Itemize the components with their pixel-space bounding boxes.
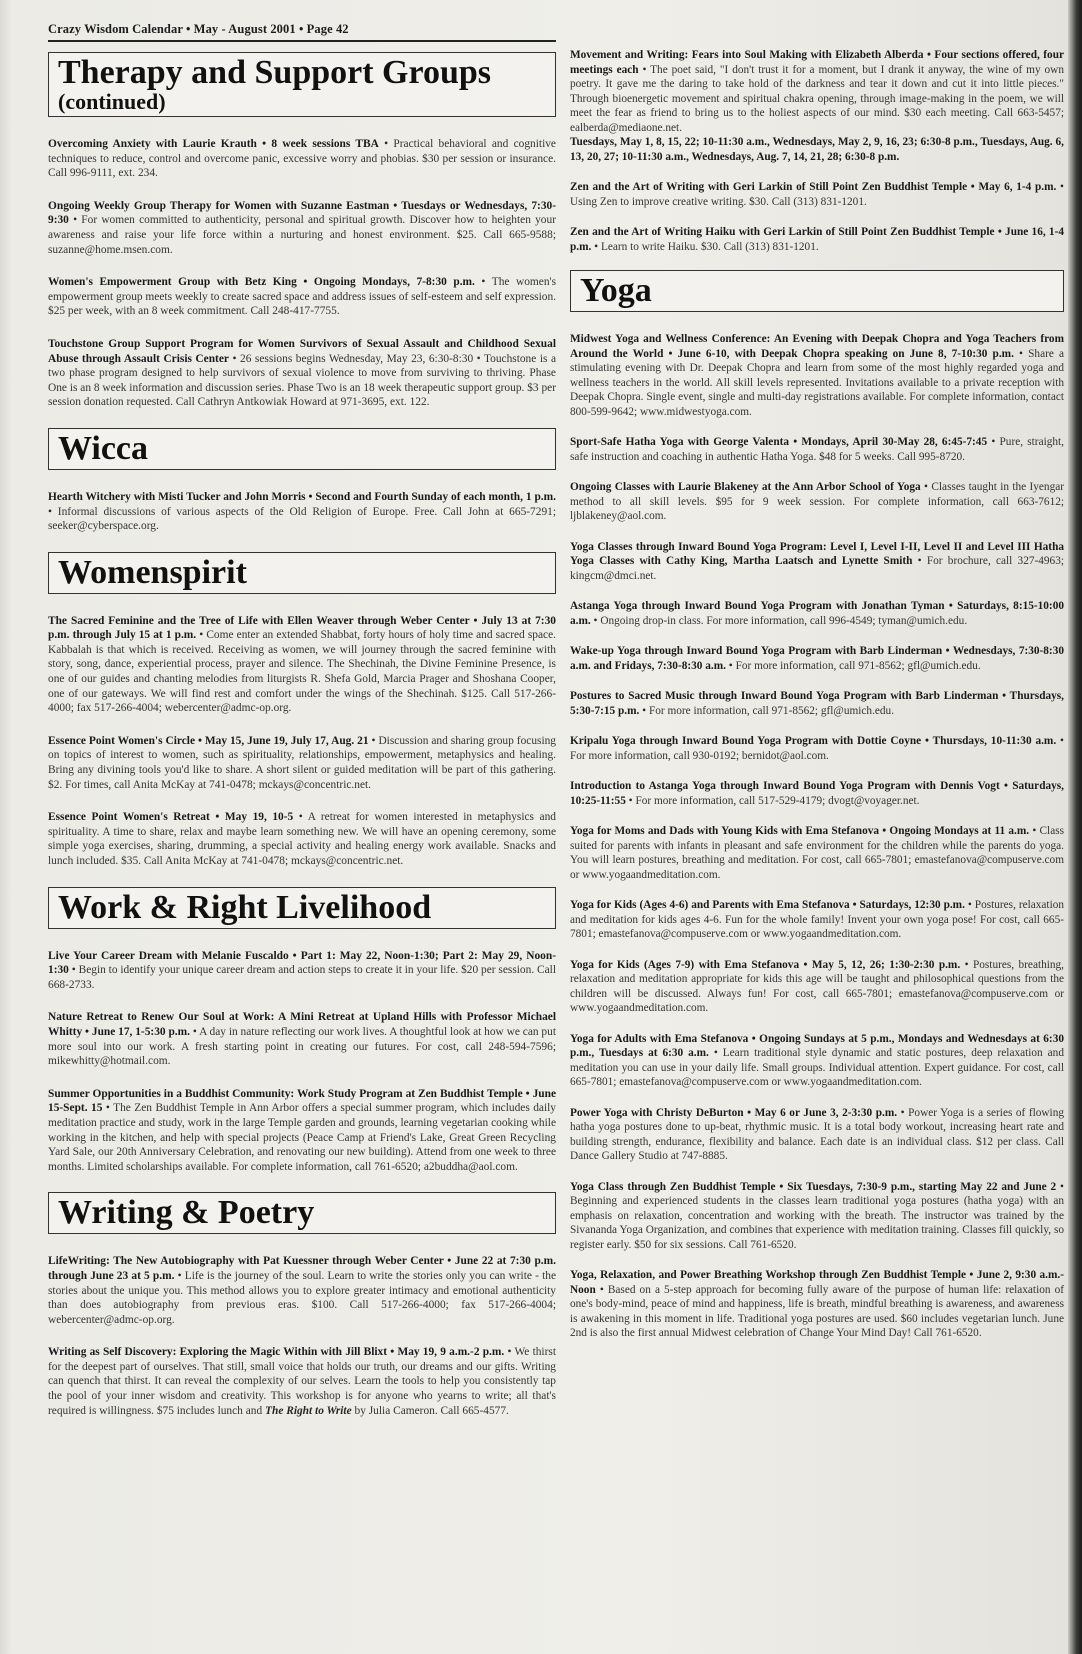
entry-heading: Overcoming Anxiety with Laurie Krauth • 8 week sessions TBA [48,138,379,150]
entry-body: For more information, call 517-529-4179; dvogt@voyager.net. [635,794,920,807]
entry-body: 26 sessions begins Wednesday, May 23, 6:30-8:30 • Touchstone is a two phase program designed to help survivors of sexual violence to move from surviving to thriving. Phase One is an 8 week information and discussion series. Phase Two is an 18 week therapeutic support group. $3 per session donation requested. Call Cathryn Antkowiak Howard at 971-3695, ext. 122. [48,352,557,409]
page-header: Crazy Wisdom Calendar • May - August 2001 • Page 42 [48,22,349,36]
entry-heading: Yoga for Adults with Ema Stefanova • Ongoing Sundays at 5 p.m., Mondays and Wednesdays at 6:30 p.m., Tuesdays at 6:30 a.m. [570,1032,1064,1059]
entry-heading: Ongoing Weekly Group Therapy for Women with Suzanne Eastman • Tuesdays or Wednesdays, 7:30-9:30 [48,199,556,227]
list-item: Touchstone Group Support Program for Women Survivors of Sexual Assault and Childhood Sexual Abuse through Assault Crisis Center • 26 sessions begins Wednesday, May 23, 6:30-8:30 • Touchstone is a two phase program designed to help survivors of sexual violence to move from surviving to thriving. Phase One is an 8 week information and discussion series. Phase Two is an 18 week therapeutic support group. $3 per session donation requested. Call Cathryn Antkowiak Howard at 971-3695, ext. 122. [48,337,557,409]
entry-heading: Astanga Yoga through Inward Bound Yoga Program with Jonathan Tyman • Saturdays, 8:15-10:00 a.m. [570,600,1064,627]
entry-heading: Yoga for Moms and Dads with Young Kids with Ema Stefanova • Ongoing Mondays at 11 a.m. [570,825,1030,837]
entry-heading: Kripalu Yoga through Inward Bound Yoga Program with Dottie Coyne • Thursdays, 10-11:30 a.m. [570,735,1057,747]
section-title: Wicca [58,429,149,467]
entry-body: Discussion and sharing group focusing on topics of interest to women, such as spirituality, relationships, empowerment, metaphysics and healing. Bring any divining tools you'd like to share. A short silent or guided meditation will be part of this gathering. $2. For times, call Anita McKay at 741-0478; mckays@concentric.net. [48,734,556,791]
list-item: Yoga, Relaxation, and Power Breathing Workshop through Zen Buddhist Temple • June 2, 9:30 a.m.-Noon • Based on a 5-step approach for becoming fully aware of the purpose of human life: relaxation of one's body-mind, peace of mind and happiness, life is breath, mindful breathing is awareness, and awareness is awakening in this moment in life. Traditional yoga postures are used. $60 includes vegetarian lunch. June 2nd is also the first annual Midwest celebration of Change Your Mind Day! Call 761-6520. [570,1269,1064,1339]
list-item: Zen and the Art of Writing with Geri Larkin of Still Point Zen Buddhist Temple • May 6, 1-4 p.m. • Using Zen to improve creative writing. $30. Call (313) 831-1201. [570,181,1064,208]
entry-body: Postures, breathing, relaxation and meditation appropriate for kids this age will be taught and philosophical questions from the children will be discussed. Always fun! For cost, call 665-7801; emastefanova@compuserve.com or www.yogaandmeditation.com. [570,958,1065,1014]
entry-heading: Postures to Sacred Music through Inward Bound Yoga Program with Barb Linderman • Thursdays, 5:30-7:15 p.m. [570,690,1064,717]
entry-heading: Movement and Writing: Fears into Soul Making with Elizabeth Alberda • Four sections offered, four meetings each [570,49,1064,76]
list-item: The Sacred Feminine and the Tree of Life with Ellen Weaver through Weber Center • July 13 at 7:30 p.m. through July 15 at 1 p.m. • Come enter an extended Shabbat, forty hours of holy time and sacred space. Kabbalah is that which is received. Receiving as women, we will journey through the sacred feminine with story, song, dance, experiential process, prayer and silence. The Shechinah, the Divine Feminine Presence, is one of our guides and chanting melodies from liturgists R. Shefa Gold, Marcia Prager and Shoshana Cooper, one of our gateways. We will find rest and comfort under the wings of the Shechinah. $125. Call 517-266-4000; fax 517-266-4004; webercenter@admc-op.org. [48,614,556,715]
section-work [48,887,556,929]
entry-schedule: Tuesdays, May 1, 8, 15, 22; 10-11:30 a.m., Wednesdays, May 2, 9, 16, 23; 6:30-8 p.m., Tuesdays, Aug. 6, 13, 20, 27; 10-11:30 a.m., Wednesdays, Aug. 7, 14, 21, 28; 6:30-8 p.m. [570,136,1064,163]
entry-body: Beginning and experienced students in the classes learn traditional yoga postures (hatha yoga) with an emphasis on relaxation, concentration and working with the breath. The instructor was trained by the Sivananda Yoga Organization, and combines that experience with meditation training. Classes fill quickly, so register early. $50 for six sessions. Call 761-6520. [570,1195,1064,1251]
list-item: Yoga Classes through Inward Bound Yoga Program: Level I, Level I-II, Level II and Level III Hatha Yoga Classes with Cathy King, Martha Laatsch and Lynette Smith • For brochure, call 327-4963; kingcm@dmci.net. [570,540,1064,582]
entry-heading: Zen and the Art of Writing Haiku with Geri Larkin of Still Point Zen Buddhist Temple • June 16, 1-4 p.m. [570,226,1064,253]
entry-heading: Midwest Yoga and Wellness Conference: An Evening with Deepak Chopra and Yoga Teachers from Around the World • June 6-10, with Deepak Chopra speaking on June 8, 7-10:30 p.m. [570,333,1064,360]
list-item: Power Yoga with Christy DeBurton • May 6 or June 3, 2-3:30 p.m. • Power Yoga is a series of flowing hatha yoga postures done to up-beat, rhythmic music. It is a total body workout, increasing heart rate and building strength, endurance, flexibility and balance. Each date is an individual class. $12 per class. Call Dance Gallery Studio at 747-8885. [570,1106,1064,1162]
entry-body: Based on a 5-step approach for becoming fully aware of the purpose of human life: relaxation of one's body-mind, peace of mind and happiness, life is breath, mindful breathing is awareness, and awareness is awakening in this moment in life. Traditional yoga postures are used. $60 includes vegetarian lunch. June 2nd is also the first annual Midwest celebration of Change Your Mind Day! Call 761-6520. [570,1283,1064,1339]
entry-heading: Sport-Safe Hatha Yoga with George Valenta • Mondays, April 30-May 28, 6:45-7:45 [570,436,988,448]
list-item: Zen and the Art of Writing Haiku with Geri Larkin of Still Point Zen Buddhist Temple • June 16, 1-4 p.m. • Learn to write Haiku. $30. Call (313) 831-1201. [570,226,1064,253]
entry-body: Come enter an extended Shabbat, forty hours of holy time and sacred space. Kabbalah is that which is received. Receiving as women, we will journey through the sacred feminine with story, song, dance, experiential process, prayer and silence. The Shechinah, the Divine Feminine Presence, is one of our guides and chanting melodies from liturgists R. Shefa Gold, Marcia Prager and Shoshana Cooper, one of our gateways. We will find rest and comfort under the wings of the Shechinah. $125. Call 517-266-4000; fax 517-266-4004; webercenter@admc-op.org. [48,629,556,715]
section-title: Writing & Poetry [58,1194,315,1232]
entry-heading: Power Yoga with Christy DeBurton • May 6 or June 3, 2-3:30 p.m. [570,1106,898,1119]
entry-body: For more information, call 971-8562; gfl@umich.edu. [735,659,981,672]
entry-body: The poet said, "I don't trust it for a moment, but I drank it anyway, the wine of my own poetry. It gave me the daring to take hold of the darkness and tear it down and cut it into little pieces." Through bioenergetic movement and spiritual chakra opening, through image-making in the poem, we will meet the fear as friend to bring us to the holiest aspects of our mind. $30 each meeting. Call 663-5457; ealberda@mediaone.net. [570,63,1064,134]
list-item: Ongoing Classes with Laurie Blakeney at the Ann Arbor School of Yoga • Classes taught in the Iyengar method to all skill levels. $95 for 9 week session. For complete information, call 663-7612; ljblakeney@aol.com. [570,481,1064,522]
entry-heading: Touchstone Group Support Program for Women Survivors of Sexual Assault and Childhood Sexual Abuse through Assault Crisis Center [48,337,556,365]
entry-heading: Nature Retreat to Renew Our Soul at Work: A Mini Retreat at Upland Hills with Professor Michael Whitty • June 17, 1-5:30 p.m. [48,1011,556,1038]
entry-heading: Wake-up Yoga through Inward Bound Yoga Program with Barb Linderman • Wednesdays, 7:30-8:30 a.m. and Fridays, 7:30-8:30 a.m. [570,645,1064,672]
section-womenspirit [48,552,556,594]
entry-body: The Zen Buddhist Temple in Ann Arbor offers a special summer program, which includes daily meditation practice and study, work in the large Temple garden and grounds, learning vegetarian cooking while working in the kitchen, and help with special projects (Peace Camp at Friend's Lake, Great Green Recycling Yard Sale, our 20th Anniversary Celebration, and renovating our new building). Attend from one week to three months. Limited scholarships available. For complete information, call 761-6520; a2buddha@aol.com. [48,1102,556,1173]
entry-heading: Writing as Self Discovery: Exploring the Magic Within with Jill Blixt • May 19, 9 a.m.-2 p.m. [48,1346,505,1359]
entry-heading: Yoga Class through Zen Buddhist Temple • Six Tuesdays, 7:30-9 p.m., starting May 22 and June 2 [570,1180,1057,1193]
entry-body: Using Zen to improve creative writing. $30. Call (313) 831-1201. [570,195,867,208]
entry-heading: Essence Point Women's Retreat • May 19, 10-5 [48,811,294,824]
entry-body: Share a stimulating evening with Dr. Deepak Chopra and learn from some of the most highly regarded yoga and wellness teachers in the world. All skill levels represented. Invitations available to a private reception with Deepak Chopra. Single event, single and multi-day registrations available. For complete information, contact 800-599-9642; www.midwestyoga.com. [570,347,1065,418]
entry-heading: Yoga Classes through Inward Bound Yoga Program: Level I, Level I-II, Level II and Level III Hatha Yoga Classes with Cathy King, Martha Laatsch and Lynette Smith [570,540,1064,567]
list-item: Ongoing Weekly Group Therapy for Women with Suzanne Eastman • Tuesdays or Wednesdays, 7:30-9:30 • For women committed to authenticity, personal and spiritual growth. Discover how to heighten your awareness and raise your life force within a nurturing and honest environment. $25. Call 665-9588; suzanne@home.msen.com. [48,199,556,256]
entry-body: Learn traditional style dynamic and static postures, deep relaxation and meditation you can use in your daily life. Small groups. Individual attention. Expert guidance. For cost, call 665-7801; emastefanova@compuserve.com or www.yogaandmeditation.com. [570,1047,1064,1088]
list-item: Introduction to Astanga Yoga through Inward Bound Yoga Program with Dennis Vogt • Saturdays, 10:25-11:55 • For more information, call 517-529-4179; dvogt@voyager.net. [570,780,1064,807]
list-item: Sport-Safe Hatha Yoga with George Valenta • Mondays, April 30-May 28, 6:45-7:45 • Pure, straight, safe instruction and coaching in authentic Hatha Yoga. $48 for 5 weeks. Call 995-8720. [570,436,1064,463]
list-item: Yoga for Kids (Ages 7-9) with Ema Stefanova • May 5, 12, 26; 1:30-2:30 p.m. • Postures, breathing, relaxation and meditation appropriate for kids this age will be taught and philosophical questions from the children will be discussed. Always fun! For cost, call 665-7801; emastefanova@compuserve.com or www.yogaandmeditation.com. [570,958,1065,1014]
entry-body: Class suited for parents with infants in pleasant and safe environment for the children while the parents do yoga. You will learn postures, breathing and meditation. For cost, call 665-7801; emastefanova@compuserve.com or www.yogaandmeditation.com. [570,825,1064,881]
list-item: Yoga Class through Zen Buddhist Temple • Six Tuesdays, 7:30-9 p.m., starting May 22 and June 2 • Beginning and experienced students in the classes learn traditional yoga postures (hatha yoga) with an emphasis on relaxation, concentration and working with the breath. The instructor was trained by the Sivananda Yoga Organization, and combines that experience with meditation training. Classes fill quickly, so register early. $50 for six sessions. Call 761-6520. [570,1180,1064,1251]
list-item: Movement and Writing: Fears into Soul Making with Elizabeth Alberda • Four sections offered, four meetings each • The poet said, "I don't trust it for a moment, but I drank it anyway, the wine of my own poetry. It gave me the daring to take hold of the darkness and tear it down and cut it into little pieces." Through bioenergetic movement and spiritual chakra opening, through image-making in the poem, we will meet the fear as friend to bring us to the holiest aspects of our mind. $30 each meeting. Call 663-5457; ealberda@mediaone.net. Tuesdays, May 1, 8, 15, 22; 10-11:30 a.m., Wednesdays, May 2, 9, 16, 23; 6:30-8 p.m., Tuesdays, Aug. 6, 13, 20, 27; 10-11:30 a.m., Wednesdays, Aug. 7, 14, 21, 28; 6:30-8 p.m. [570,49,1064,163]
list-item: LifeWriting: The New Autobiography with Pat Kuessner through Weber Center • June 22 at 7:30 p.m. through June 23 at 5 p.m. • Life is the journey of the soul. Learn to write the stories only you can write - the stories about the unique you. This method allows you to explore greater intimacy and emotional authenticity than does autobiography from previous eras. $100. Call 517-266-4000; fax 517-266-4004; webercenter@admc-op.org. [48,1255,556,1326]
entry-body-tail: by Julia Cameron. Call 665-4577. [354,1404,509,1417]
entry-body: For women committed to authenticity, personal and spiritual growth. Discover how to heighten your awareness and raise your life force within a nurturing and honest environment. $25. Call 665-9588; suzanne@home.msen.com. [48,214,556,256]
entry-body: We thirst for the deepest part of ourselves. That still, small voice that holds our truth, our dreams and our gifts. Writing can quench that thirst. It can reveal the complexity of our selves. Learn the tools to help you consistently tap the pool of your inner wisdom and creativity. This workshop is for anyone who yearns to write; all that's required is willingness. $75 includes lunch and [48,1346,556,1417]
entry-body: A day in nature reflecting our work lives. A thoughtful look at how we can put more soul into our work. A fresh starting point in creating our futures. For cost, call 248-594-7596; mikewhitty@hotmail.com. [48,1025,556,1068]
entry-body: For more information, call 971-8562; gfl@umich.edu. [648,704,895,717]
list-item: Essence Point Women's Retreat • May 19, 10-5 • A retreat for women interested in metaphysics and spirituality. A time to share, relax and maybe learn something new. We will have an opening ceremony, some simple yoga exercises, sharing, drumming, a special activity and healing energy work available. Snacks and lunch included. $35. Call Anita McKay at 741-0478; mckays@concentric.net. [48,811,556,867]
right-column [570,48,1064,1357]
list-item: Women's Empowerment Group with Betz King • Ongoing Mondays, 7-8:30 p.m. • The women's empowerment group meets weekly to create sacred space and address issues of self-esteem and self expression. $25 per week, with an 8 week commitment. Call 248-417-7755. [48,276,557,318]
list-item: Yoga for Kids (Ages 4-6) and Parents with Ema Stefanova • Saturdays, 12:30 p.m. • Postures, relaxation and meditation for kids ages 4-6. Fun for the whole family! Invent your own yoga pose! For cost, call 665-7801; emastefanova@compuserve.com or www.yogaandmeditation.com. [570,899,1065,940]
list-item: Yoga for Moms and Dads with Young Kids with Ema Stefanova • Ongoing Mondays at 11 a.m. • Class suited for parents with infants in pleasant and safe environment for the children while the parents do yoga. You will learn postures, breathing and meditation. For cost, call 665-7801; emastefanova@compuserve.com or www.yogaandmeditation.com. [570,825,1064,881]
list-item: Overcoming Anxiety with Laurie Krauth • 8 week sessions TBA • Practical behavioral and cognitive techniques to reduce, control and overcome panic, excessive worry and phobias. $30 per session or insurance. Call 996-9111, ext. 234. [48,138,556,180]
entry-body: Life is the journey of the soul. Learn to write the stories only you can write - the stories about the unique you. This method allows you to explore greater intimacy and emotional authenticity than does autobiography from previous eras. $100. Call 517-266-4000; fax 517-266-4004; webercenter@admc-op.org. [48,1269,556,1326]
entry-body: Begin to identify your unique career dream and action steps to create it in your life. $20 per session. Call 668-2733. [48,964,556,991]
section-title: Therapy and Support Groups [58,54,492,91]
list-item: Yoga for Adults with Ema Stefanova • Ongoing Sundays at 5 p.m., Mondays and Wednesdays at 6:30 p.m., Tuesdays at 6:30 a.m. • Learn traditional style dynamic and static postures, deep relaxation and meditation you can use in your daily life. Small groups. Individual attention. Expert guidance. For cost, call 665-7801; emastefanova@compuserve.com or www.yogaandmeditation.com. [570,1032,1064,1088]
entry-heading: Yoga for Kids (Ages 4-6) and Parents with Ema Stefanova • Saturdays, 12:30 p.m. [570,899,965,911]
section-yoga [570,270,1064,312]
entry-heading: Live Your Career Dream with Melanie Fuscaldo • Part 1: May 22, Noon-1:30; Part 2: May 29, Noon-1:30 [48,949,556,977]
entry-body: Ongoing drop-in class. For more information, call 996-4549; tyman@umich.edu. [600,614,968,627]
section-writing [48,1192,556,1234]
list-item: Hearth Witchery with Misti Tucker and John Morris • Second and Fourth Sunday of each month, 1 p.m. • Informal discussions of various aspects of the Old Religion of Europe. Free. Call John at 665-7291; seeker@cyberspace.org. [48,490,556,533]
entry-body: Informal discussions of various aspects of the Old Religion of Europe. Free. Call John at 665-7291; seeker@cyberspace.org. [48,505,556,533]
entry-body: The women's empowerment group meets weekly to create sacred space and address issues of self-esteem and self expression. $25 per week, with an 8 week commitment. Call 248-417-7755. [48,276,557,318]
section-therapy [48,52,556,117]
entry-heading: Summer Opportunities in a Buddhist Community: Work Study Program at Zen Buddhist Temple • June 15-Sept. 15 [48,1087,556,1115]
list-item: Kripalu Yoga through Inward Bound Yoga Program with Dottie Coyne • Thursdays, 10-11:30 a.m. • For more information, call 930-0192; bernidot@aol.com. [570,735,1064,762]
entry-heading: Essence Point Women's Circle • May 15, June 19, July 17, Aug. 21 [48,734,369,747]
list-item: Postures to Sacred Music through Inward Bound Yoga Program with Barb Linderman • Thursdays, 5:30-7:15 p.m. • For more information, call 971-8562; gfl@umich.edu. [570,690,1064,717]
book-title: The Right to Write [265,1404,352,1417]
page-edge-shadow [1068,0,1082,1654]
entry-body: A retreat for women interested in metaphysics and spirituality. A time to share, relax and maybe learn something new. We will have an opening ceremony, some simple yoga exercises, sharing, drumming, a special activity and healing energy work available. Snacks and lunch included. $35. Call Anita McKay at 741-0478; mckays@concentric.net. [48,811,556,867]
entry-heading: Women's Empowerment Group with Betz King • Ongoing Mondays, 7-8:30 p.m. [48,276,475,289]
section-subtitle: (continued) [58,89,166,114]
entry-body: For more information, call 930-0192; bernidot@aol.com. [570,749,829,762]
section-title: Work & Right Livelihood [58,888,432,926]
entry-heading: Zen and the Art of Writing with Geri Larkin of Still Point Zen Buddhist Temple • May 6, 1-4 p.m. [570,181,1057,193]
entry-body: Power Yoga is a series of flowing hatha yoga postures done to up-beat, rhythmic music. It is a total body workout, increasing heart rate and building strength, endurance, flexibility and balance. Each date is an individual class. $12 per class. Call Dance Gallery Studio at 747-8885. [570,1106,1064,1162]
entry-body: Learn to write Haiku. $30. Call (313) 831-1201. [600,240,819,253]
section-title: Yoga [580,272,652,309]
list-item: Essence Point Women's Circle • May 15, June 19, July 17, Aug. 21 • Discussion and sharing group focusing on topics of interest to women, such as spirituality, relationships, empowerment, metaphysics and healing. Bring any divining tools you'd like to share. A short silent or guided meditation will be part of this gathering. $2. For times, call Anita McKay at 741-0478; mckays@concentric.net. [48,734,556,791]
list-item: Astanga Yoga through Inward Bound Yoga Program with Jonathan Tyman • Saturdays, 8:15-10:00 a.m. • Ongoing drop-in class. For more information, call 996-4549; tyman@umich.edu. [570,600,1064,627]
section-wicca [48,428,556,470]
list-item: Wake-up Yoga through Inward Bound Yoga Program with Barb Linderman • Wednesdays, 7:30-8:30 a.m. and Fridays, 7:30-8:30 a.m. • For more information, call 971-8562; gfl@umich.edu. [570,645,1064,672]
entry-heading: Yoga, Relaxation, and Power Breathing Workshop through Zen Buddhist Temple • June 2, 9:30 a.m.-Noon [570,1269,1064,1296]
entry-body: Practical behavioral and cognitive techniques to reduce, control and overcome panic, excessive worry and phobias. $30 per session or insurance. Call 996-9111, ext. 234. [48,138,556,180]
list-item: Midwest Yoga and Wellness Conference: An Evening with Deepak Chopra and Yoga Teachers from Around the World • June 6-10, with Deepak Chopra speaking on June 8, 7-10:30 p.m. • Share a stimulating evening with Dr. Deepak Chopra and learn from some of the most highly regarded yoga and wellness teachers in the world. All skill levels represented. Invitations available to a private reception with Deepak Chopra. Single event, single and multi-day registrations available. For complete information, contact 800-599-9642; www.midwestyoga.com. [570,333,1065,418]
entry-body: For brochure, call 327-4963; kingcm@dmci.net. [570,555,1064,582]
list-item: Summer Opportunities in a Buddhist Community: Work Study Program at Zen Buddhist Temple • June 15-Sept. 15 • The Zen Buddhist Temple in Ann Arbor offers a special summer program, which includes daily meditation practice and study, work in the large Temple garden and grounds, learning vegetarian cooking while working in the kitchen, and help with special projects (Peace Camp at Friend's Lake, Great Green Recycling Yard Sale, our 20th Anniversary Celebration, and renovating our new building). Attend from one week to three months. Limited scholarships available. For complete information, call 761-6520; a2buddha@aol.com. [48,1087,556,1173]
entry-heading: The Sacred Feminine and the Tree of Life with Ellen Weaver through Weber Center • July 13 at 7:30 p.m. through July 15 at 1 p.m. [48,614,556,642]
entry-body: Classes taught in the Iyengar method to all skill levels. $95 for 9 week session. For complete information, call 663-7612; ljblakeney@aol.com. [570,481,1064,522]
entry-heading: LifeWriting: The New Autobiography with Pat Kuessner through Weber Center • June 22 at 7:30 p.m. through June 23 at 5 p.m. [48,1255,556,1282]
header-rule [48,40,556,42]
entry-heading: Yoga for Kids (Ages 7-9) with Ema Stefanova • May 5, 12, 26; 1:30-2:30 p.m. [570,958,961,971]
left-column [48,52,556,1436]
section-title: Womenspirit [58,553,247,591]
entry-heading: Ongoing Classes with Laurie Blakeney at the Ann Arbor School of Yoga [570,481,921,493]
entry-body: Pure, straight, safe instruction and coaching in authentic Hatha Yoga. $48 for 5 weeks. Call 995-8720. [570,436,1064,463]
entry-heading: Introduction to Astanga Yoga through Inward Bound Yoga Program with Dennis Vogt • Saturdays, 10:25-11:55 [570,780,1064,807]
entry-body: Postures, relaxation and meditation for kids ages 4-6. Fun for the whole family! Invent your own yoga pose! For cost, call 665-7801; emastefanova@compuserve.com or www.yogaandmeditation.com. [570,899,1065,940]
list-item: Live Your Career Dream with Melanie Fuscaldo • Part 1: May 22, Noon-1:30; Part 2: May 29, Noon-1:30 • Begin to identify your unique career dream and action steps to create it in your life. $20 per session. Call 668-2733. [48,949,556,991]
entry-heading: Hearth Witchery with Misti Tucker and John Morris • Second and Fourth Sunday of each month, 1 p.m. [48,490,556,503]
list-item: Nature Retreat to Renew Our Soul at Work: A Mini Retreat at Upland Hills with Professor Michael Whitty • June 17, 1-5:30 p.m. • A day in nature reflecting our work lives. A thoughtful look at how we can put more soul into our work. A fresh starting point in creating our futures. For cost, call 248-594-7596; mikewhitty@hotmail.com. [48,1011,556,1068]
list-item: Writing as Self Discovery: Exploring the Magic Within with Jill Blixt • May 19, 9 a.m.-2 p.m. • We thirst for the deepest part of ourselves. That still, small voice that holds our truth, our dreams and our gifts. Writing can quench that thirst. It can reveal the complexity of our selves. Learn the tools to help you consistently tap the pool of your inner wisdom and creativity. This workshop is for anyone who yearns to write; all that's required is willingness. $75 includes lunch and The Right to Write by Julia Cameron. Call 665-4577. [48,1346,556,1417]
